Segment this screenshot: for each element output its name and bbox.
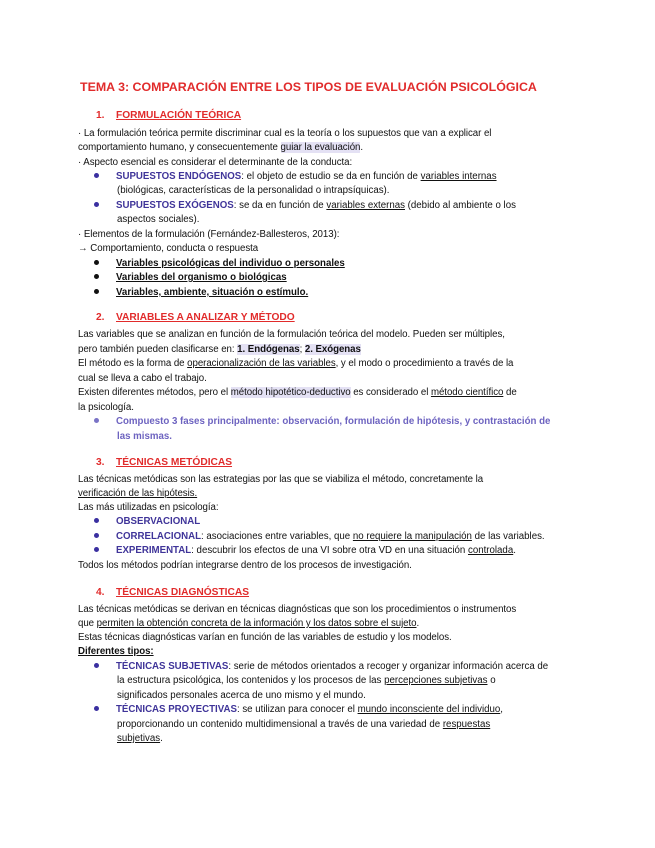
section-2-number: 2.	[96, 312, 105, 323]
s3-paragraph-2: Las más utilizadas en psicología:	[78, 502, 219, 513]
s1-element-item: Variables del organismo o biológicas	[94, 271, 287, 284]
s2-bullet-fases-cont: las mismas.	[117, 431, 172, 442]
bullet-dot-icon	[94, 663, 99, 668]
s1-bullet-endogenos-cont: (biológicas, características de la personalidad o intrapsíquicas).	[117, 185, 390, 196]
bullet-dot-icon	[94, 202, 99, 207]
s1-paragraph-1b: comportamiento humano, y consecuentemente guiar la evaluación.	[78, 142, 364, 153]
s4-bullet-subjetivas: TÉCNICAS SUBJETIVAS: serie de métodos orientados a recoger y organizar información acerca de	[94, 660, 548, 673]
s2-paragraph-2b: cual se lleva a cabo el trabajo.	[78, 373, 207, 384]
section-1-number: 1.	[96, 110, 105, 121]
section-1-heading	[96, 110, 241, 121]
s4-bullet-subjetivas-cont1: la estructura psicológica, los contenidos y los procesos de las percepciones subjetivas o	[117, 675, 496, 686]
s3-paragraph-1a: Las técnicas metódicas son las estrategias por las que se viabiliza el método, concretamente la	[78, 474, 484, 485]
bullet-dot-icon	[94, 289, 99, 294]
bullet-dot-icon	[94, 274, 99, 279]
bullet-dot-icon	[94, 173, 99, 178]
bullet-dot-icon	[94, 418, 99, 423]
s1-bullet-exogenos: SUPUESTOS EXÓGENOS: se da en función de variables externas (debido al ambiente o los	[94, 199, 516, 212]
s2-paragraph-2a: El método es la forma de operacionalización de las variables, y el modo o procedimiento a través de la	[78, 358, 514, 369]
s4-bullet-proyectivas-cont1: proporcionando un contenido multidimensional a través de una variedad de respuestas	[117, 719, 491, 730]
s2-paragraph-3b: la psicología.	[78, 402, 134, 413]
bullet-dot-icon	[94, 518, 99, 523]
s4-paragraph-1b: que permiten la obtención concreta de la información y los datos sobre el sujeto.	[78, 618, 420, 629]
s1-element-item: Variables psicológicas del individuo o personales	[94, 257, 345, 270]
bullet-dot-icon	[94, 706, 99, 711]
s3-bullet-observacional: OBSERVACIONAL	[94, 515, 200, 528]
s1-paragraph-2: · Aspecto esencial es considerar el determinante de la conducta:	[78, 157, 353, 168]
s1-paragraph-1a: · La formulación teórica permite discriminar cual es la teoría o los supuestos que van a explicar el	[78, 128, 492, 139]
s4-bullet-subjetivas-cont2: significados personales acerca de uno mismo y el mundo.	[117, 690, 366, 701]
s4-paragraph-1a: Las técnicas metódicas se derivan en técnicas diagnósticas que son los procedimientos o instrumentos	[78, 604, 517, 615]
s1-element-item: Variables, ambiente, situación o estímulo.	[94, 286, 308, 299]
s3-bullet-correlacional: CORRELACIONAL: asociaciones entre variables, que no requiere la manipulación de las variables.	[94, 530, 545, 543]
s3-paragraph-3: Todos los métodos podrían integrarse dentro de los procesos de investigación.	[78, 560, 412, 571]
section-4-title: TÉCNICAS DIAGNÓSTICAS	[116, 587, 250, 598]
s4-paragraph-3: Diferentes tipos:	[78, 646, 154, 657]
s2-paragraph-1b: pero también pueden clasificarse en: 1. Endógenas; 2. Exógenas	[78, 344, 361, 355]
s4-paragraph-2: Estas técnicas diagnósticas varían en función de las variables de estudio y los modelos.	[78, 632, 452, 643]
section-1-title: FORMULACIÓN TEÓRICA	[116, 110, 242, 121]
s3-paragraph-1b: verificación de las hipótesis.	[78, 488, 198, 499]
s3-bullet-experimental: EXPERIMENTAL: descubrir los efectos de una VI sobre otra VD en una situación controlada.	[94, 544, 516, 557]
section-4-number: 4.	[96, 587, 105, 598]
section-3-title: TÉCNICAS METÓDICAS	[116, 457, 233, 468]
section-3-heading	[96, 457, 232, 468]
bullet-dot-icon	[94, 260, 99, 265]
section-2-title: VARIABLES A ANALIZAR Y MÉTODO	[116, 312, 295, 323]
s1-paragraph-3: · Elementos de la formulación (Fernández-Ballesteros, 2013):	[78, 229, 340, 240]
s4-bullet-proyectivas: TÉCNICAS PROYECTIVAS: se utilizan para conocer el mundo inconsciente del individuo,	[94, 703, 503, 716]
s4-bullet-proyectivas-cont2: subjetivas.	[117, 733, 163, 744]
s1-bullet-endogenos: SUPUESTOS ENDÓGENOS: el objeto de estudio se da en función de variables internas	[94, 170, 497, 183]
section-3-number: 3.	[96, 457, 105, 468]
s2-bullet-fases: Compuesto 3 fases principalmente: observación, formulación de hipótesis, y contrastación de	[94, 415, 550, 428]
s1-paragraph-4: → Comportamiento, conducta o respuesta	[78, 243, 259, 254]
section-2-heading	[96, 312, 295, 323]
s1-bullet-exogenos-cont: aspectos sociales).	[117, 214, 200, 225]
s2-paragraph-3a: Existen diferentes métodos, pero el método hipotético-deductivo es considerado el método científico de	[78, 387, 517, 398]
page-title: TEMA 3: COMPARACIÓN ENTRE LOS TIPOS DE EVALUACIÓN PSICOLÓGICA	[80, 80, 537, 94]
bullet-dot-icon	[94, 547, 99, 552]
s2-paragraph-1a: Las variables que se analizan en función de la formulación teórica del modelo. Pueden ser múltiples,	[78, 329, 505, 340]
bullet-dot-icon	[94, 533, 99, 538]
section-4-heading	[96, 587, 249, 598]
